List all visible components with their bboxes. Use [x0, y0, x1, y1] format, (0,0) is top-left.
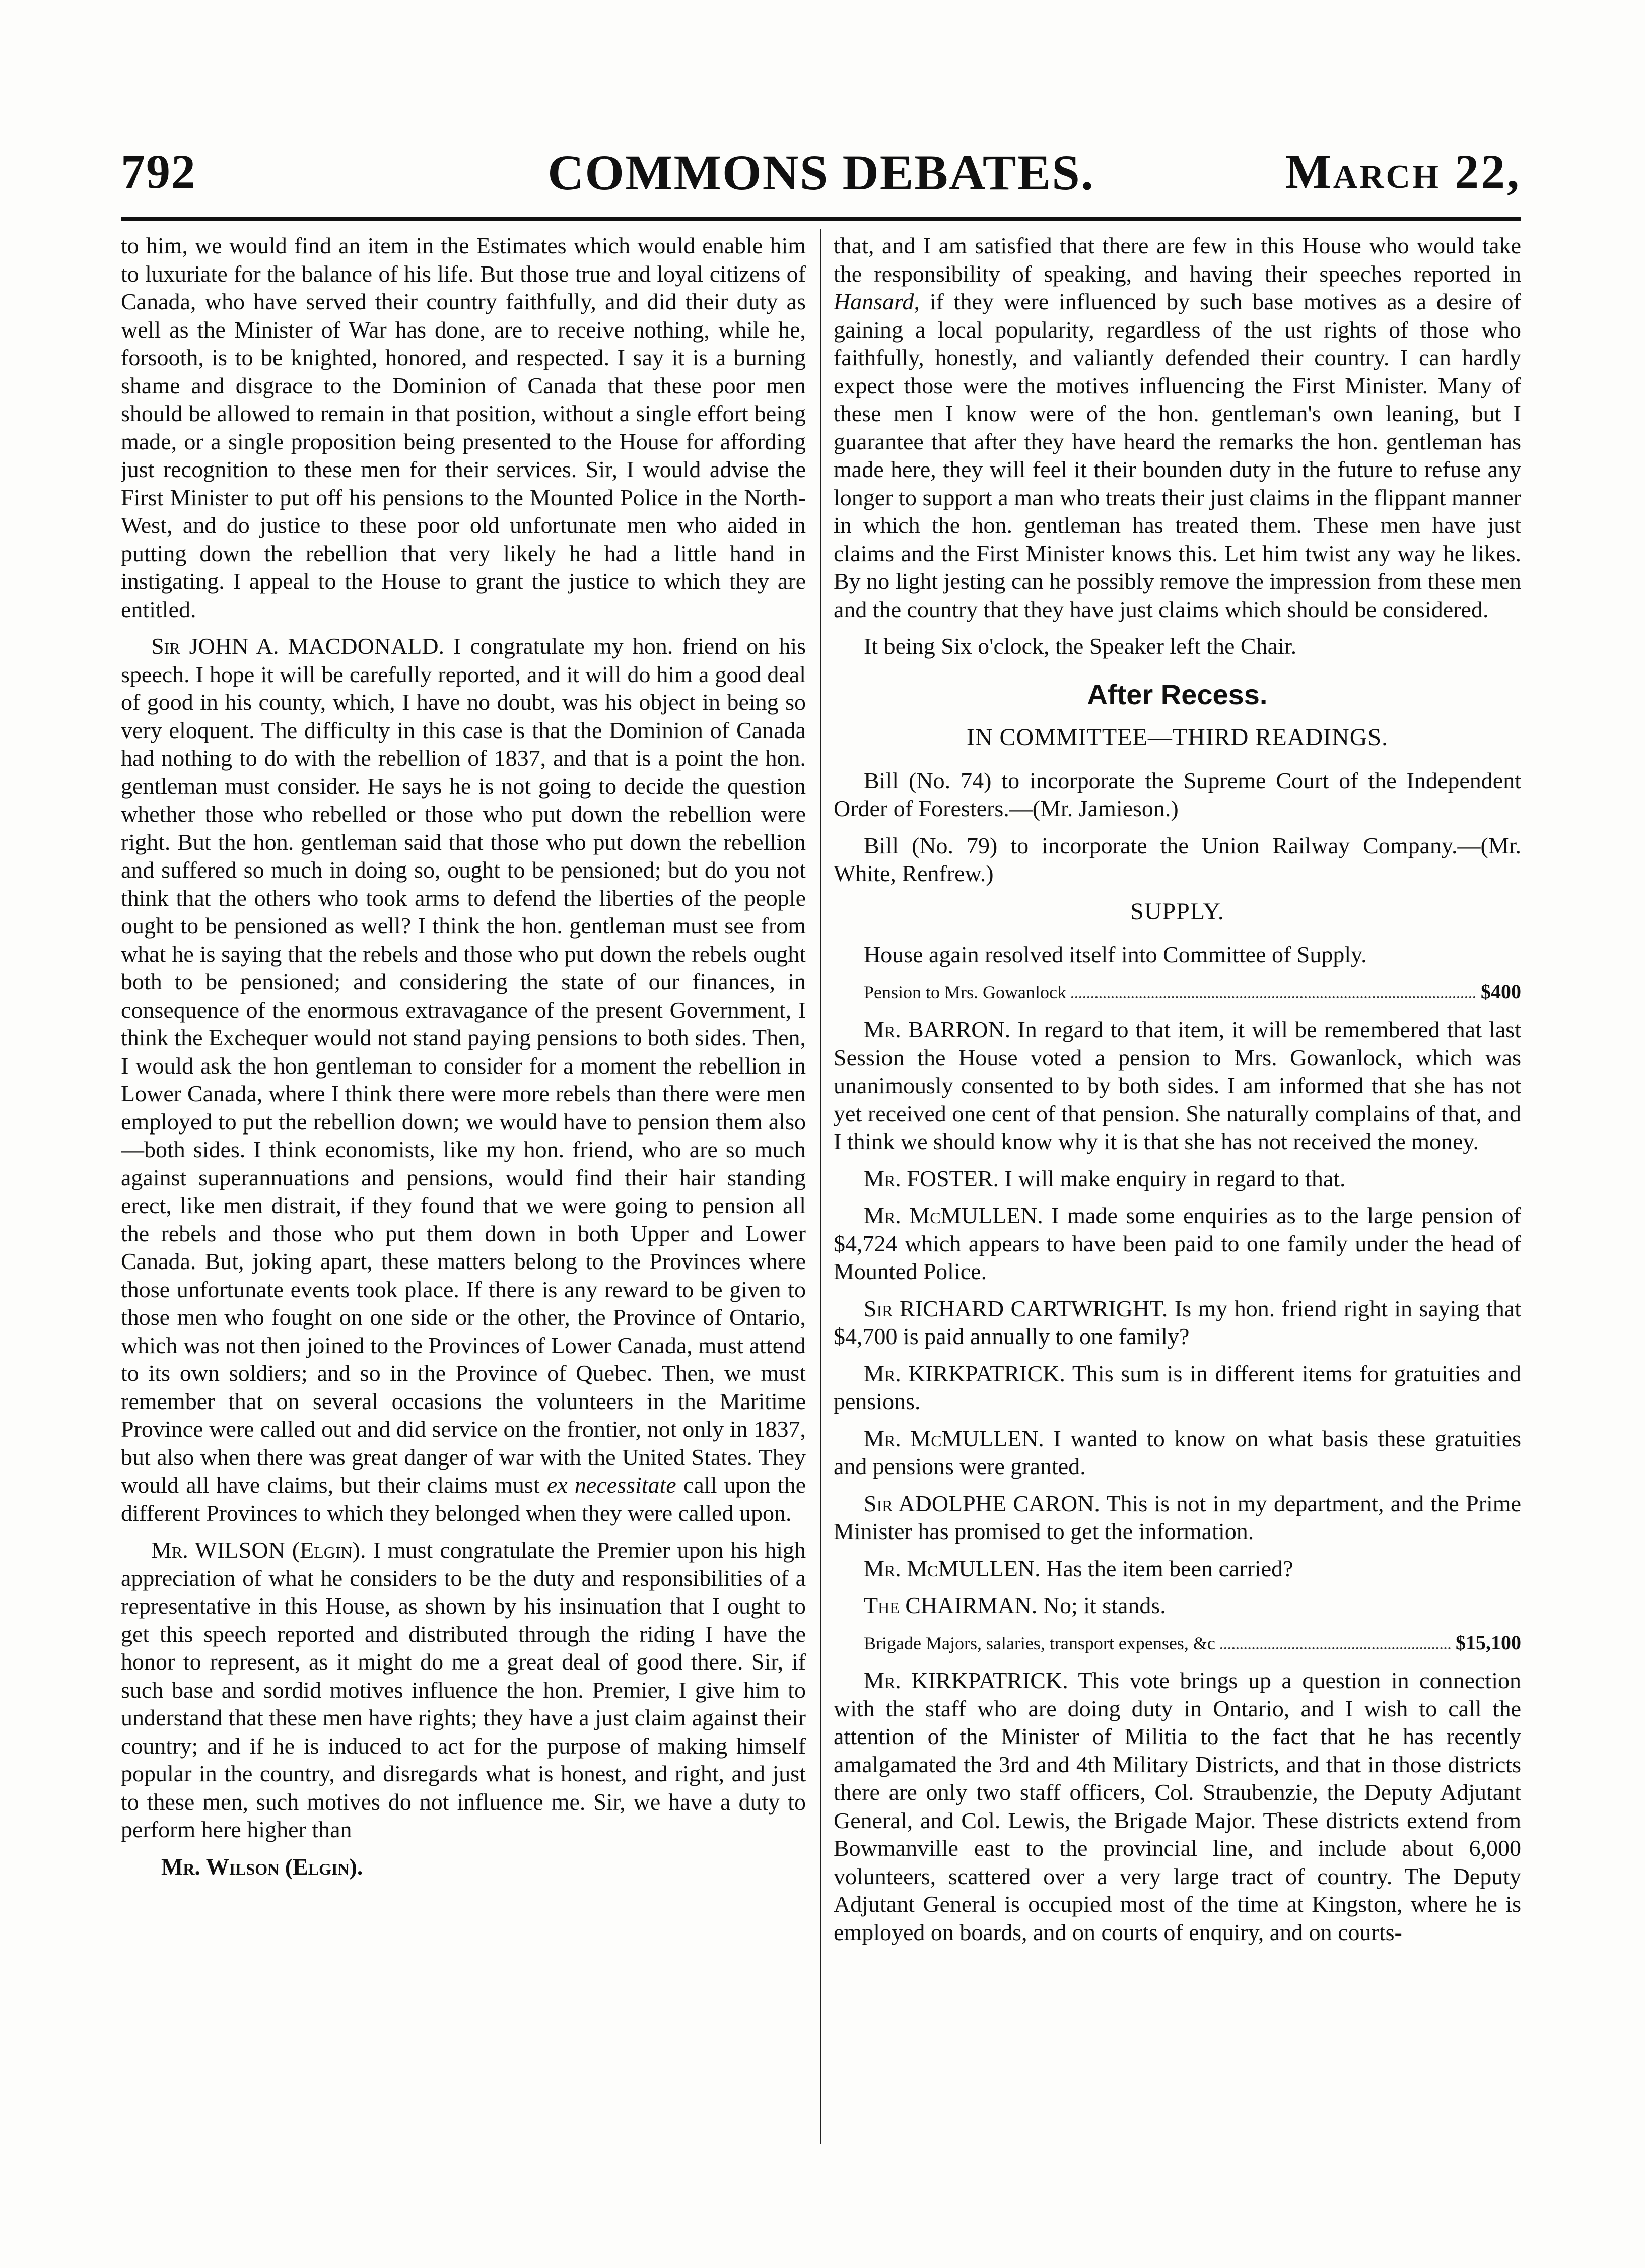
bill-entry: Bill (No. 79) to incorporate the Union Railway Company.—(Mr. White, Renfrew.) — [834, 832, 1521, 886]
paragraph-speech — [834, 1591, 1521, 1620]
estimate-item — [864, 978, 1521, 1007]
section-heading-after-recess: After Recess. — [1087, 678, 1268, 710]
paragraph-speech — [121, 632, 806, 1527]
speaker-name: Mr. KIRKPATRICK. — [864, 1360, 1065, 1386]
paragraph-text: if they were influenced by such base motives as a desire of gaining a local popularity, regardless of the ust rights of those who faithfully, honestly, and valiantly defended their country. I can hardly expect those were the motives influencing the First Minister. Many of these men I know were of the hon. gentleman's own leaning, but I guarantee that after they have heard the remarks the hon. gentleman has made here, they will feel it their bounden duty in the future to refuse any longer to support a man who treats their just claims in the flippant manner in which the hon. gentleman has treated them. These men have just claims and the First Minister knows this. Let him twist any way he likes. By no light jesting can he possibly remove the impression from these men and the country that they have just claims which should be considered. — [834, 289, 1521, 622]
paragraph-speech — [834, 1202, 1521, 1286]
speech-text: I congratulate my hon. friend on his speech. I hope it will be carefully reported, and it will do him a good deal of good in his county, which, I have no doubt, was his object in being so very eloquent. The difficulty in this case is that the Dominion of Canada had nothing to do with the rebellion of 1837, and that is a point the hon. gentleman must consider. He says he is not going to decide the question whether those who rebelled or those who put down the rebellion were right. But the hon. gentleman said that those who put down the rebellion and suffered so much in doing so, ought to be pensioned; but do you not think that the others who took arms to defend the liberties of the people ought to be pensioned as well? I think the hon. gentleman must see from what he is saying that the rebels and those who put down the rebels ought both to be pensioned; and considering the state of our finances, in consequence of the enormous extravagance of the present Government, I think the Exchequer would not stand paying pensions to both sides. Then, I would ask the hon gentleman to consider for a moment the rebellion in Lower Canada, where I think there were more rebels than there were men employed to put the rebellion down; we would have to pension them also—both sides. I think economists, like my hon. friend, who are so much against superannuations and pensions, would find their hair standing erect, like men distrait, if they found that we were going to pension all the rebels and those who put them down in both Upper and Lower Canada. But, joking apart, these matters belong to the Provinces where those unfortunate events took place. If there is any reward to be given to those men who fought on one side or the other, the Province of Ontario, which was not then joined to the Provinces of Lower Canada, must attend to its own soldiers; and so in the Province of Quebec. Then, we must remember that on several occasions the volunteers in the Maritime Province were called out and did service on the frontier, not only in 1837, but also when there was great danger of war with the United States. They would all have claims, but their claims must — [121, 633, 806, 1498]
speech-text: No; it stands. — [1043, 1592, 1166, 1618]
speech-text: call upon the different Provinces to which they belonged when they were called upon. — [121, 1472, 806, 1526]
paragraph-speech — [834, 1666, 1521, 1946]
estimate-label: Brigade Majors, salaries, transport expenses, &c — [864, 1633, 1215, 1653]
estimate-label: Pension to Mrs. Gowanlock — [864, 982, 1066, 1003]
speech-text: I wanted to know on what basis these gratuities and pensions were granted. — [834, 1425, 1521, 1479]
column-divider — [820, 229, 821, 2144]
paragraph: It being Six o'clock, the Speaker left the Chair. — [864, 633, 1297, 659]
speaker-name: Sir JOHN A. MACDONALD. — [151, 633, 445, 659]
speaker-name: Mr. FOSTER. — [864, 1165, 999, 1191]
speech-text: This is not in my department, and the Prime Minister has promised to get the information. — [834, 1490, 1521, 1544]
paragraph-speech — [121, 1536, 806, 1844]
estimate-amount: $15,100 — [1456, 1631, 1521, 1654]
right-column — [834, 232, 1521, 2196]
left-column — [121, 232, 806, 2196]
dot-leader — [1071, 996, 1476, 998]
speech-text: I must congratulate the Premier upon his high appreciation of what he considers to be the duty and responsibilities of a representative in this House, as shown by his insinuation that I ought to get this speech reported and distributed through the riding I have the honor to represent, as it might do me a great deal of good there. Sir, if such base and sordid motives influence the hon. Premier, I give him to understand that these men have rights; they have a just claim against their country; and if he is induced to act for the purpose of making himself popular in the country, and disregards what is honest, and right, and just to these men, such motives do not influence me. Sir, we have a duty to perform here higher than — [121, 1537, 806, 1842]
paragraph-speech — [834, 1490, 1521, 1546]
speech-text: Is my hon. friend right in saying that $4,700 is paid annually to one family? — [834, 1295, 1521, 1349]
speech-text: I will make enquiry in regard to that. — [1004, 1165, 1346, 1191]
paragraph-speech — [834, 1016, 1521, 1156]
speaker-name: Sir ADOLPHE CARON. — [864, 1490, 1100, 1516]
paragraph — [121, 232, 806, 623]
section-heading-supply: SUPPLY. — [1130, 898, 1224, 925]
estimate-amount: $400 — [1481, 980, 1521, 1003]
paragraph-speech — [834, 1425, 1521, 1481]
italic-phrase: ex necessitate — [546, 1472, 676, 1498]
speech-text: This sum is in different items for gratuities and pensions. — [834, 1360, 1521, 1414]
speech-text: This vote brings up a question in connection with the staff who are doing duty in Ontario, and I wish to call the attention of the Minister of Militia to the fact that he has recently amalgamated the 3rd and 4th Military Districts, and that in those districts there are only two staff officers, Col. Straubenzie, the Deputy Adjutant General, and Col. Lewis, the Brigade Major. These districts extend from Bowmanville east to the provincial line, and include about 6,000 volunteers, scattered over a very large tract of country. The Deputy Adjutant General is occupied most of the time at Kingston, where he is employed on boards, and on courts of enquiry, and on courts- — [834, 1667, 1521, 1945]
speaker-name: Mr. McMULLEN. — [864, 1425, 1044, 1451]
paragraph-text: to him, we would find an item in the Estimates which would enable him to luxuriate for the balance of his life. But those true and loyal citizens of Canada, who have served their country faithfully, and did their duty as well as the Minister of War has done, are to receive nothing, while he, forsooth, is to be knighted, honored, and respected. I say it is a burning shame and disgrace to the Dominion of Canada that these poor men should be allowed to remain in that position, without a single effort being made, or a single proposition being presented to the House for affording just recognition to these men for their services. Sir, I would advise the First Minister to put off his pensions to the Mounted Police in the North-West, and do justice to these poor old unfortunate men who aided in putting down the rebellion that very likely he had a little hand in instigating. I appeal to the House to grant the justice to which they are entitled. — [121, 233, 806, 622]
paragraph-speech — [834, 1360, 1521, 1416]
speaker-name: Mr. WILSON (Elgin). — [151, 1537, 366, 1563]
paragraph-speech — [834, 1165, 1521, 1193]
speaker-name: Mr. KIRKPATRICK. — [864, 1667, 1068, 1693]
running-title: COMMONS DEBATES. — [547, 145, 1094, 201]
paragraph-speech — [834, 1295, 1521, 1351]
speaker-name: Mr. McMULLEN. — [864, 1555, 1041, 1581]
paragraph-speech — [834, 1555, 1521, 1583]
dot-leader — [1220, 1647, 1451, 1649]
section-heading-committee: IN COMMITTEE—THIRD READINGS. — [966, 724, 1389, 751]
header-rule — [121, 217, 1521, 221]
speaker-name: Mr. BARRON. — [864, 1017, 1011, 1042]
page-header — [121, 128, 1521, 204]
paragraph — [834, 232, 1521, 623]
speech-text: In regard to that item, it will be remembered that last Session the House voted a pension to Mrs. Gowanlock, which was unanimously consented to by both sides. I am informed that she has not yet received one cent of that pension. She naturally complains of that, and I think we should know why it is that she has not received the money. — [834, 1017, 1521, 1154]
speech-text: Has the item been carried? — [1046, 1555, 1293, 1581]
paragraph: House again resolved itself into Committee of Supply. — [864, 942, 1367, 967]
speaker-name: Mr. McMULLEN. — [864, 1203, 1043, 1228]
signature-text: Mr. Wilson (Elgin). — [161, 1853, 363, 1880]
speaker-name: Sir RICHARD CARTWRIGHT. — [864, 1295, 1168, 1321]
estimate-item — [864, 1629, 1521, 1658]
paragraph-text: that, and I am satisfied that there are few in this House who would take the responsibility of speaking, and having their speeches reported in — [834, 233, 1521, 287]
page-number: 792 — [121, 145, 196, 198]
continuation-signature — [121, 1853, 806, 1881]
speech-text: I made some enquiries as to the large pension of $4,724 which appears to have been paid to one family under the head of Mounted Police. — [834, 1203, 1521, 1284]
bill-entry: Bill (No. 74) to incorporate the Supreme Court of the Independent Order of Foresters.—(Mr. Jamieson.) — [834, 767, 1521, 821]
page-date: March 22, — [1285, 145, 1521, 198]
speaker-name: The CHAIRMAN. — [864, 1592, 1038, 1618]
italic-phrase: Hansard, — [834, 289, 920, 314]
